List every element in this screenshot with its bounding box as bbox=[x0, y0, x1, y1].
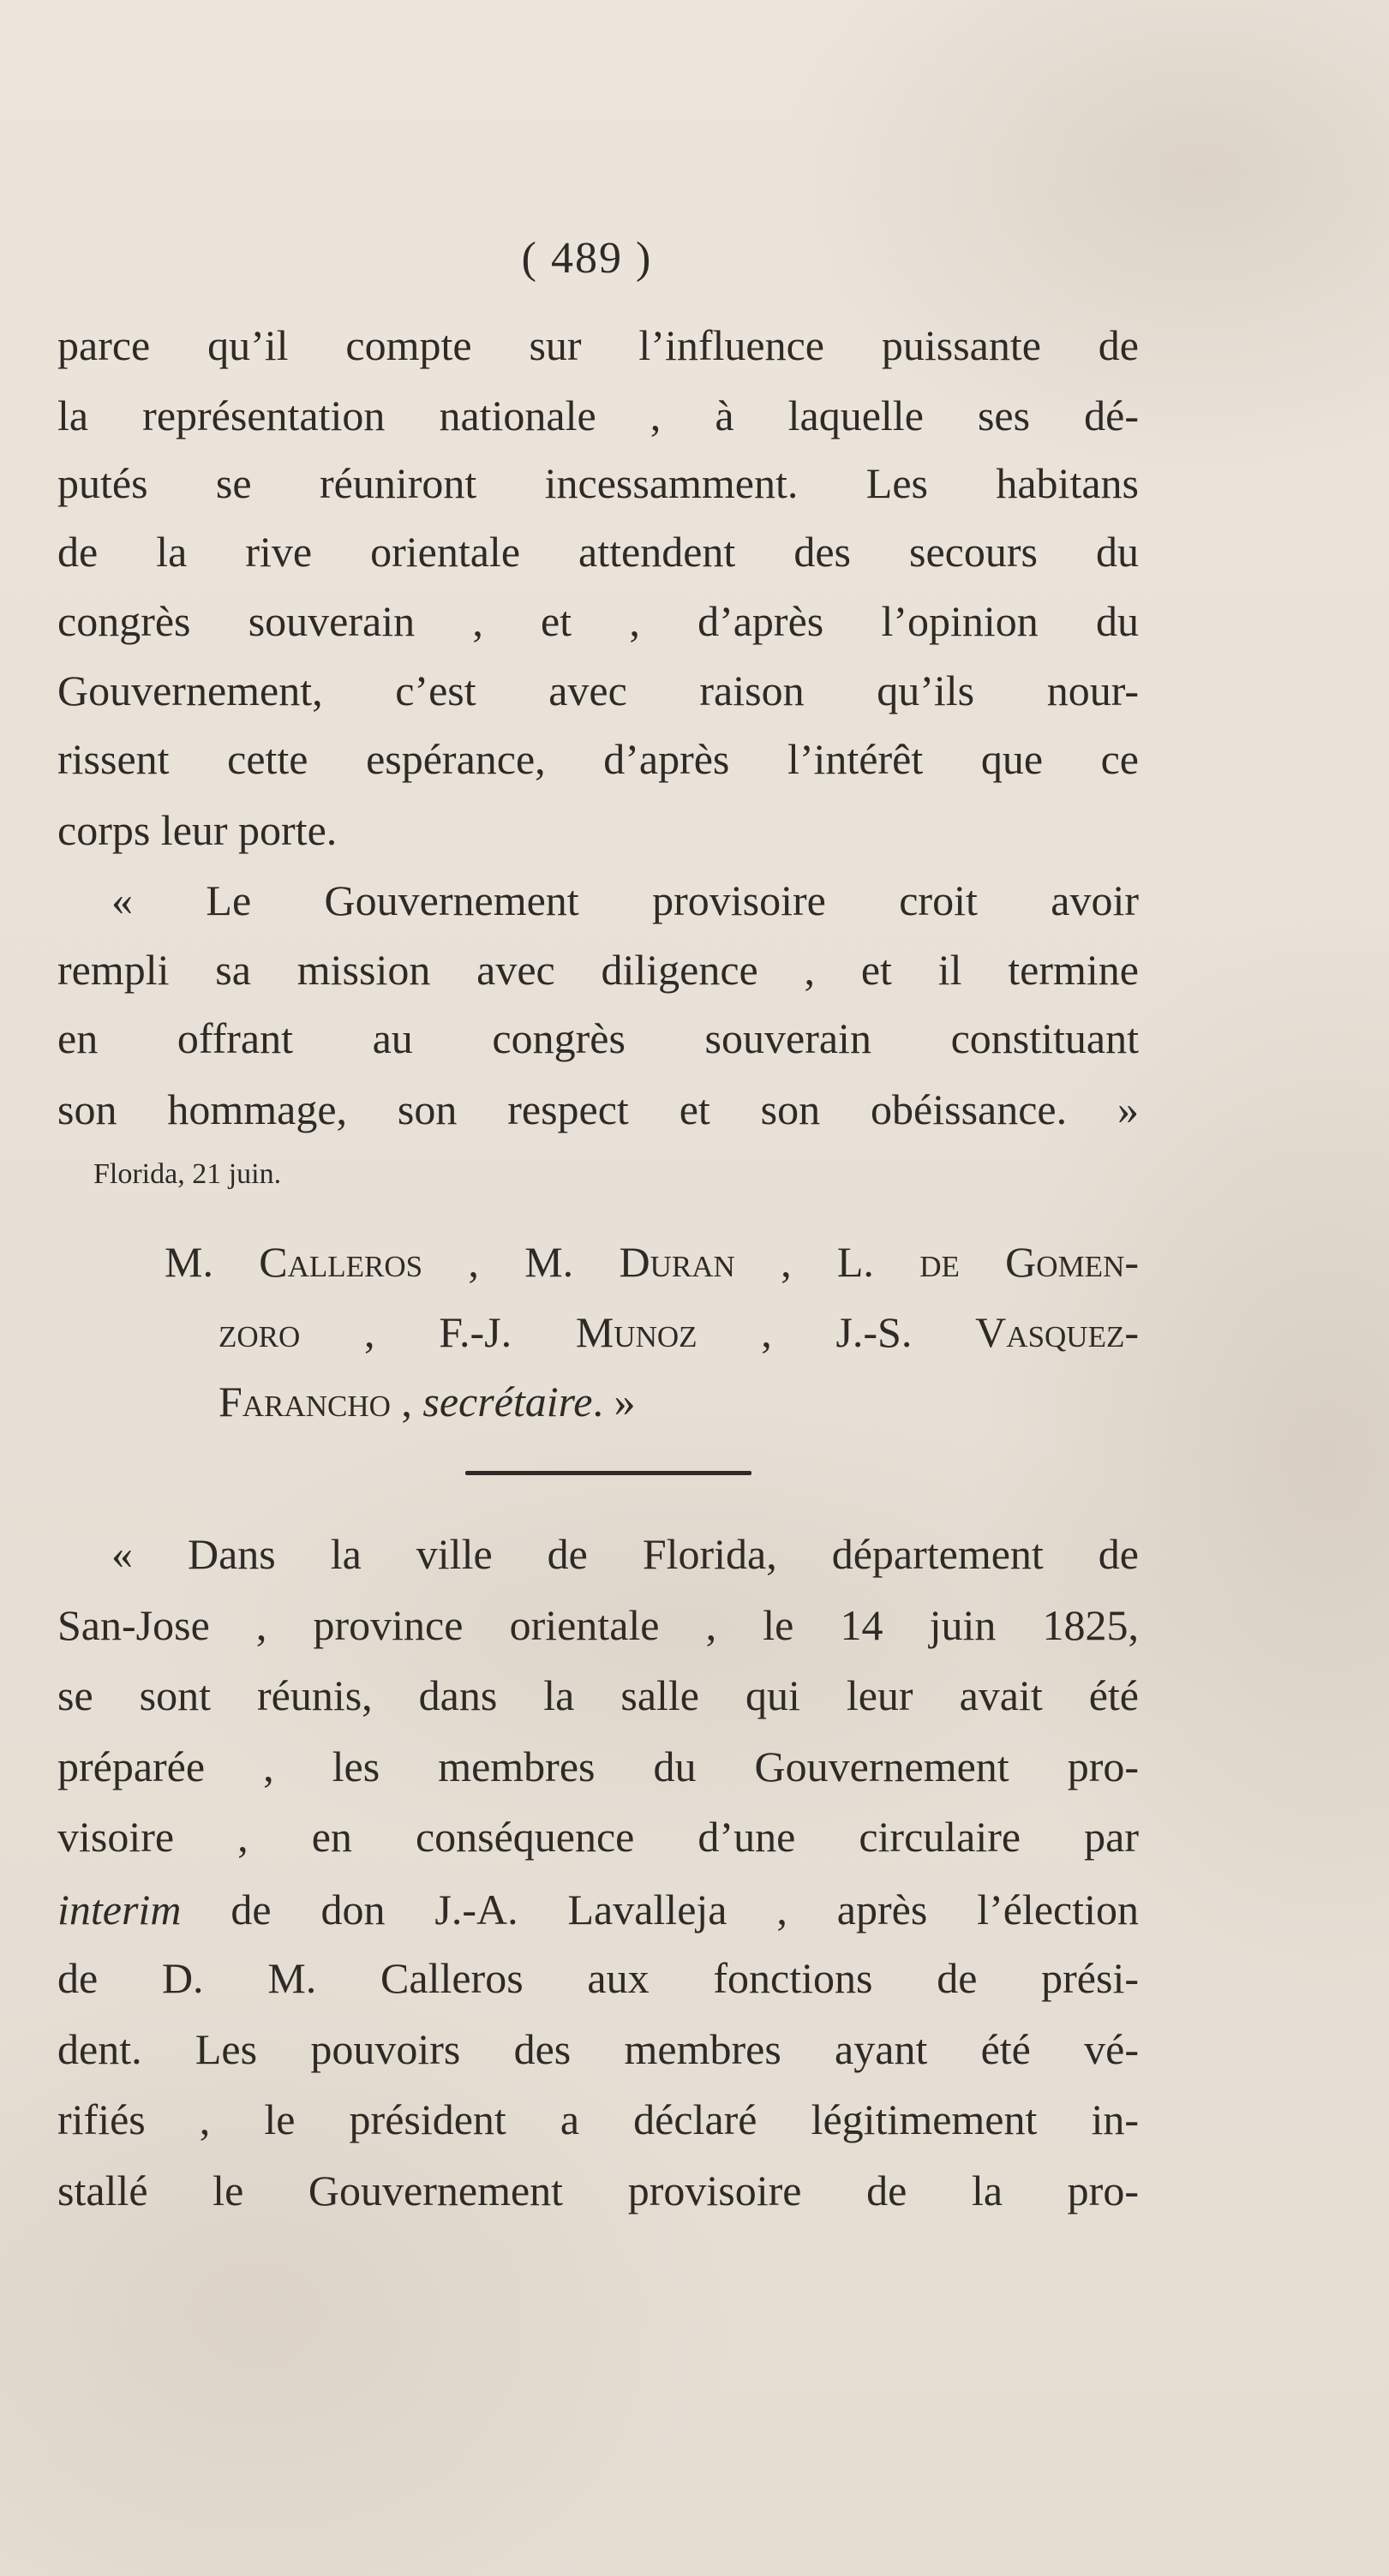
text-segment: de don J.-A. Lavalleja , après l’élection bbox=[181, 1886, 1139, 1933]
text-segment: San-Jose , province orientale , le 14 juin 1825, bbox=[57, 1601, 1139, 1649]
text-line bbox=[57, 1802, 1139, 1871]
text-line bbox=[111, 1520, 1139, 1588]
text-segment: « Dans la ville de Florida, département de bbox=[111, 1530, 1139, 1578]
text-segment: rissent cette espérance, d’après l’intérêt que ce bbox=[57, 735, 1139, 783]
text-segment: son hommage, son respect et son obéissance. » bbox=[57, 1085, 1139, 1133]
text-line bbox=[57, 517, 1139, 586]
text-line bbox=[57, 2085, 1139, 2154]
text-segment: en offrant au congrès souverain constituant bbox=[57, 1014, 1139, 1062]
text-line bbox=[57, 2156, 1139, 2225]
text-segment: . » bbox=[592, 1378, 636, 1425]
text-segment: la représentation nationale , à laquelle ses dé- bbox=[57, 391, 1139, 439]
text-segment: préparée , les membres du Gouvernement pro- bbox=[57, 1742, 1139, 1790]
text-line bbox=[57, 656, 1139, 725]
small-caps-text: M. Calleros , M. Duran , L. de Gomen- bbox=[165, 1238, 1139, 1286]
text-segment: rifiés , le président a déclaré légitimement in- bbox=[57, 2095, 1139, 2143]
signatories-line bbox=[165, 1228, 1139, 1296]
text-segment: de D. M. Calleros aux fonctions de prési- bbox=[57, 1954, 1139, 2002]
dateline bbox=[93, 1140, 1139, 1209]
text-segment: putés se réuniront incessamment. Les habitans bbox=[57, 459, 1139, 507]
text-segment: parce qu’il compte sur l’influence puissante de bbox=[57, 321, 1139, 369]
section-divider-rule bbox=[465, 1471, 751, 1475]
small-caps-text: zoro , F.-J. Munoz , J.-S. Vasquez- bbox=[219, 1308, 1139, 1356]
italic-text: interim bbox=[57, 1886, 182, 1933]
signatories-line bbox=[219, 1367, 1139, 1436]
text-line bbox=[57, 935, 1139, 1004]
text-line bbox=[57, 1875, 1139, 1944]
italic-text: secrétaire bbox=[422, 1378, 593, 1425]
text-line bbox=[57, 725, 1139, 793]
text-line bbox=[57, 796, 1139, 864]
text-line bbox=[57, 381, 1139, 450]
text-segment: congrès souverain , et , d’après l’opinion du bbox=[57, 597, 1139, 645]
text-line bbox=[57, 1591, 1139, 1659]
text-segment: Florida, 21 juin. bbox=[93, 1158, 282, 1190]
text-line bbox=[57, 1732, 1139, 1801]
text-segment: corps leur porte. bbox=[57, 806, 338, 854]
text-line bbox=[111, 866, 1139, 935]
text-segment: , bbox=[390, 1378, 423, 1425]
text-segment: Gouvernement, c’est avec raison qu’ils nour- bbox=[57, 666, 1139, 714]
text-line bbox=[57, 1004, 1139, 1073]
text-segment: « Le Gouvernement provisoire croit avoir bbox=[111, 876, 1139, 924]
text-segment: rempli sa mission avec diligence , et il termine bbox=[57, 946, 1139, 994]
text-segment: se sont réunis, dans la salle qui leur avait été bbox=[57, 1671, 1139, 1719]
text-segment: de la rive orientale attendent des secours du bbox=[57, 528, 1139, 576]
text-segment: stallé le Gouvernement provisoire de la pro- bbox=[57, 2167, 1139, 2214]
signatories-line bbox=[219, 1298, 1139, 1366]
text-line bbox=[57, 587, 1139, 655]
text-line bbox=[57, 449, 1139, 517]
text-line bbox=[57, 1075, 1139, 1144]
text-segment: dent. Les pouvoirs des membres ayant été vé- bbox=[57, 2025, 1139, 2073]
text-line bbox=[57, 2015, 1139, 2083]
small-caps-text: Farancho bbox=[219, 1378, 391, 1425]
text-line bbox=[57, 311, 1139, 380]
text-segment: visoire , en conséquence d’une circulaire par bbox=[57, 1813, 1139, 1861]
page-number: ( 489 ) bbox=[521, 234, 653, 283]
text-line bbox=[57, 1661, 1139, 1730]
text-line bbox=[57, 1944, 1139, 2012]
